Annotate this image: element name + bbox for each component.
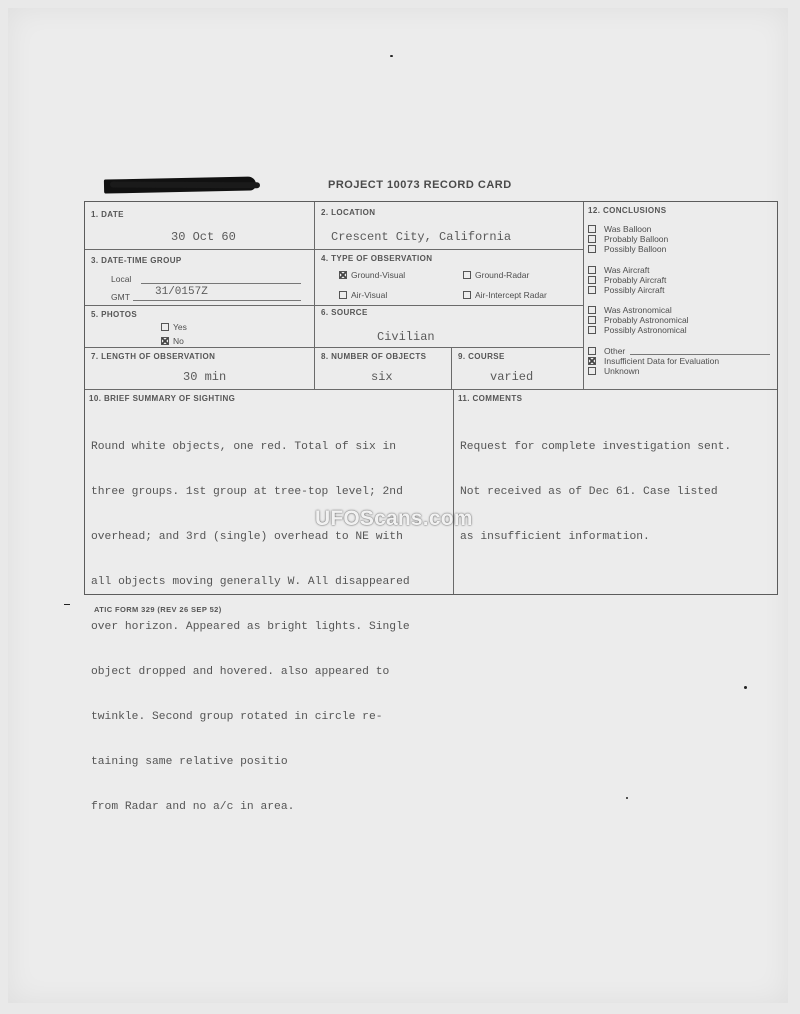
other-checkbox[interactable] [588,347,596,355]
course-label: 9. COURSE [458,352,505,361]
date-time-group-cell [85,250,315,306]
conclusion-probably-astronomical[interactable] [588,315,689,325]
comments-text [460,410,731,575]
length-label: 7. LENGTH OF OBSERVATION [91,352,216,361]
comments-cell [454,390,777,594]
possibly-balloon-checkbox[interactable] [588,245,596,253]
possibly-aircraft-checkbox[interactable] [588,286,596,294]
air-visual-checkbox[interactable] [339,291,347,299]
possibly-astronomical-checkbox[interactable] [588,326,596,334]
form-id: ATIC FORM 329 (REV 26 SEP 52) [94,605,222,614]
probably-aircraft-checkbox[interactable] [588,276,596,284]
photos-yes-checkbox[interactable] [161,323,169,331]
source-cell [315,306,584,348]
possibly-astronomical-label: Possibly Astronomical [604,325,687,335]
summary-line: twinkle. Second group rotated in circle re- [91,711,383,723]
dtg-gmt-value: 31/0157Z [155,286,208,298]
probably-balloon-checkbox[interactable] [588,235,596,243]
probably-aircraft-label: Probably Aircraft [604,275,667,285]
summary-line: taining same relative positio [91,756,288,768]
comments-line: Not received as of Dec 61. Case listed [460,486,718,498]
conclusions-cell [584,202,777,390]
summary-line: Round white objects, one red. Total of six in [91,441,397,453]
was-balloon-label: Was Balloon [604,224,652,234]
objects-value: six [371,370,393,384]
observation-type-label: 4. TYPE OF OBSERVATION [321,254,433,263]
ground-visual-checkbox[interactable] [339,271,347,279]
air-visual-label: Air-Visual [351,290,388,300]
dtg-local-label: Local [111,274,132,284]
was-astronomical-label: Was Astronomical [604,305,672,315]
probably-astronomical-checkbox[interactable] [588,316,596,324]
objects-cell [315,348,452,390]
source-value: Civilian [377,330,435,344]
other-line [630,354,770,355]
photos-label: 5. PHOTOS [91,310,138,319]
conclusion-unknown[interactable] [588,366,639,376]
summary-line: overhead; and 3rd (single) overhead to NE with [91,531,403,543]
conclusion-probably-aircraft[interactable] [588,275,666,285]
was-balloon-checkbox[interactable] [588,225,596,233]
ground-radar-label: Ground-Radar [475,270,530,280]
was-astronomical-checkbox[interactable] [588,306,596,314]
photos-yes-label: Yes [173,322,187,332]
other-label: Other [604,346,626,356]
conclusion-possibly-balloon[interactable] [588,244,666,254]
photos-no-label: No [173,336,184,346]
location-value: Crescent City, California [331,230,512,244]
location-cell [315,202,584,250]
document-sheet [8,8,788,1003]
conclusion-insufficient-data[interactable] [588,356,719,366]
summary-label: 10. BRIEF SUMMARY OF SIGHTING [89,394,236,403]
summary-text [91,410,410,845]
ground-visual-label: Ground-Visual [351,270,406,280]
ground-radar-option[interactable] [463,270,529,280]
conclusion-possibly-aircraft[interactable] [588,285,664,295]
possibly-balloon-label: Possibly Balloon [604,244,667,254]
conclusion-probably-balloon[interactable] [588,234,668,244]
conclusion-possibly-astronomical[interactable] [588,325,687,335]
unknown-checkbox[interactable] [588,367,596,375]
probably-balloon-label: Probably Balloon [604,234,669,244]
photos-yes-option[interactable] [161,322,187,332]
insufficient-data-checkbox[interactable] [588,357,596,365]
observation-type-cell [315,250,584,306]
dtg-local-line [141,283,301,284]
summary-line: three groups. 1st group at tree-top level; 2nd [91,486,403,498]
redaction-mark [104,176,256,193]
summary-line: over horizon. Appeared as bright lights. Single [91,621,410,633]
course-cell [452,348,584,390]
air-intercept-radar-label: Air-Intercept Radar [475,290,547,300]
date-value: 30 Oct 60 [171,230,236,244]
source-label: 6. SOURCE [321,308,368,317]
summary-line: object dropped and hovered. also appeared to [91,666,390,678]
possibly-aircraft-label: Possibly Aircraft [604,285,665,295]
dust-speck [390,55,393,57]
length-value: 30 min [183,370,227,384]
comments-line: as insufficient information. [460,531,650,543]
course-value: varied [490,370,534,384]
date-label: 1. DATE [91,210,124,219]
air-intercept-radar-checkbox[interactable] [463,291,471,299]
summary-line: from Radar and no a/c in area. [91,801,295,813]
location-label: 2. LOCATION [321,208,376,217]
photos-no-option[interactable] [161,336,184,346]
card-title: PROJECT 10073 RECORD CARD [328,179,512,191]
dust-speck [64,604,70,605]
dtg-gmt-line [133,300,301,301]
ground-visual-option[interactable] [339,270,405,280]
comments-label: 11. COMMENTS [458,394,523,403]
length-cell [85,348,315,390]
air-visual-option[interactable] [339,290,387,300]
conclusion-other[interactable] [588,346,625,356]
insufficient-data-label: Insufficient Data for Evaluation [604,356,720,366]
photos-no-checkbox[interactable] [161,337,169,345]
was-aircraft-checkbox[interactable] [588,266,596,274]
conclusion-was-aircraft[interactable] [588,265,650,275]
photos-cell [85,306,315,348]
watermark: UFOScans.com [315,507,473,530]
dtg-gmt-label: GMT [111,292,130,302]
conclusion-was-astronomical[interactable] [588,305,672,315]
dust-speck [626,797,628,799]
conclusions-label: 12. CONCLUSIONS [588,206,667,215]
date-cell [85,202,315,250]
unknown-label: Unknown [604,366,640,376]
was-aircraft-label: Was Aircraft [604,265,650,275]
ground-radar-checkbox[interactable] [463,271,471,279]
air-intercept-radar-option[interactable] [463,290,547,300]
objects-label: 8. NUMBER OF OBJECTS [321,352,427,361]
probably-astronomical-label: Probably Astronomical [604,315,689,325]
dtg-label: 3. DATE-TIME GROUP [91,256,182,265]
comments-line: Request for complete investigation sent. [460,441,732,453]
dust-speck [744,686,747,689]
summary-line: all objects moving generally W. All disappeared [91,576,410,588]
conclusion-was-balloon[interactable] [588,224,651,234]
